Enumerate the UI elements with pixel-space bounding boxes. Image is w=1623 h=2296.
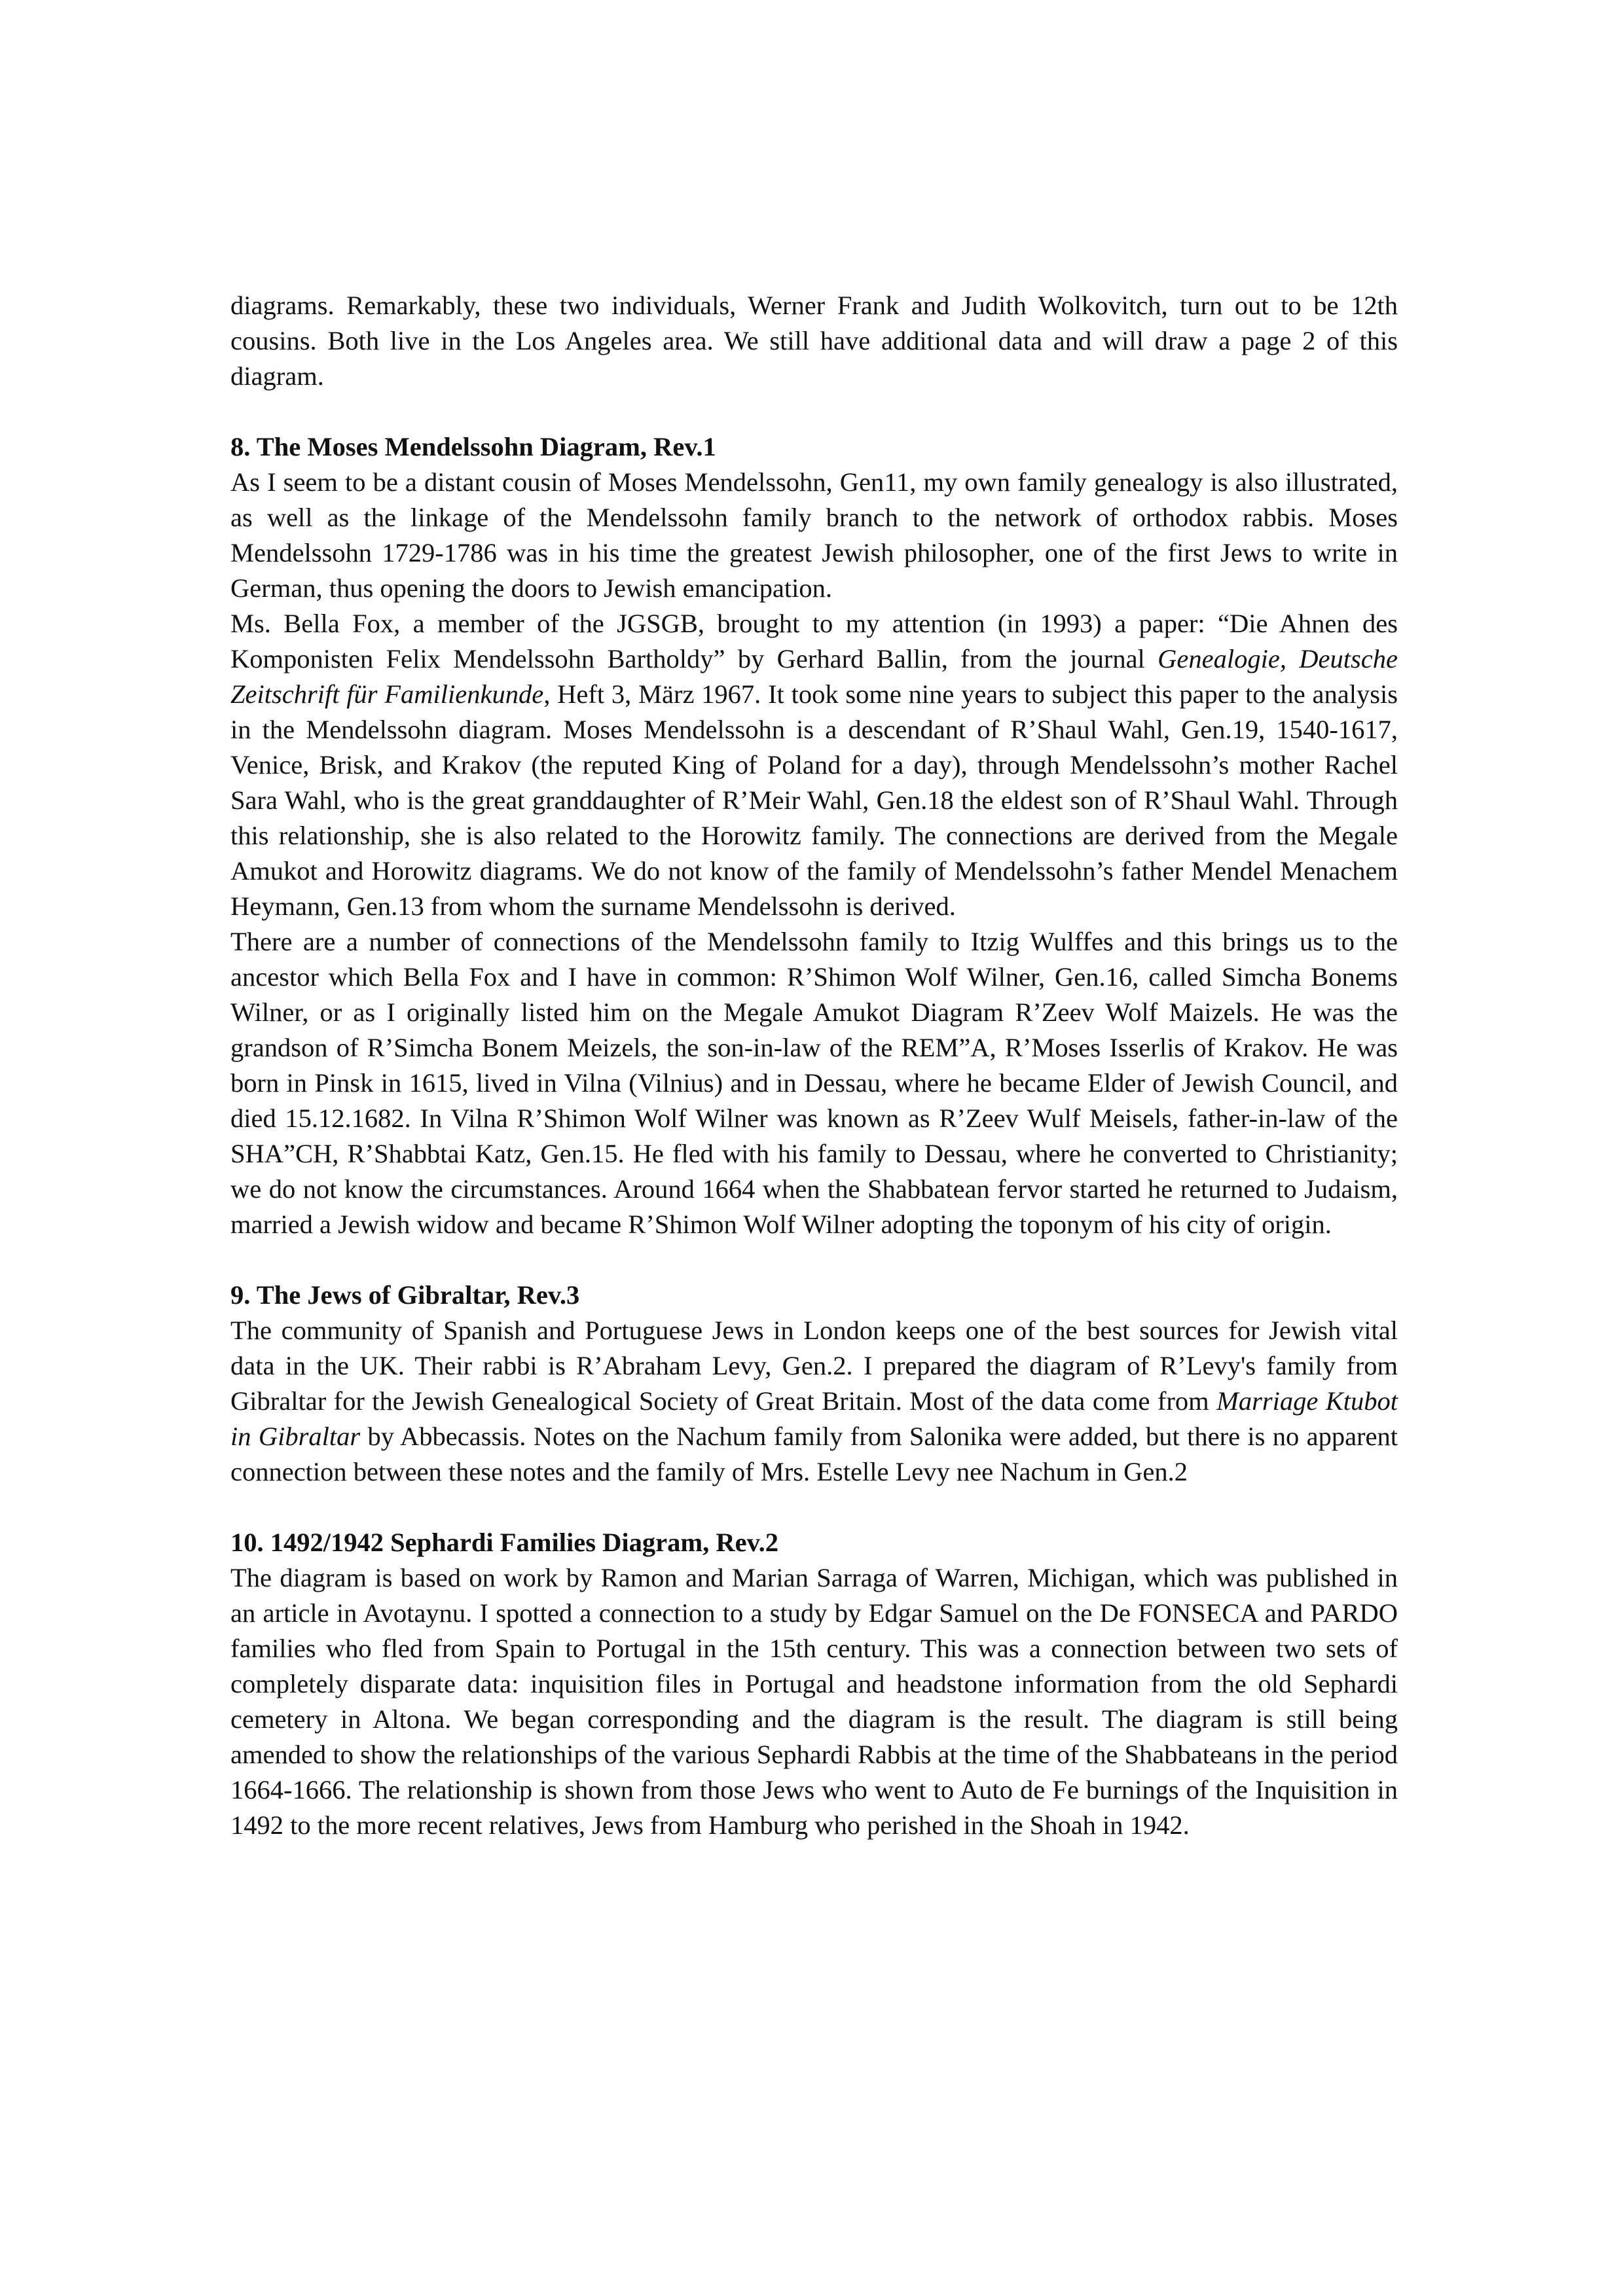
paragraph-text: by Abbecassis. Notes on the Nachum family from Salonika were added, but there is no apparent connection between these notes and the family of Mrs. Estelle Levy nee Nachum in Gen.2	[230, 1422, 1398, 1486]
section-10-paragraph-1: The diagram is based on work by Ramon and Marian Sarraga of Warren, Michigan, which was published in an article in Avotaynu. I spotted a connection to a study by Edgar Samuel on the De FONSECA and PARDO families who fled from Spain to Portugal in the 15th century. This was a connection between two sets of completely disparate data: inquisition files in Portugal and headstone information from the old Sephardi cemetery in Altona. We began corresponding and the diagram is the result. The diagram is still being amended to show the relationships of the various Sephardi Rabbis at the time of the Shabbateans in the period 1664-1666. The relationship is shown from those Jews who went to Auto de Fe burnings of the Inquisition in 1492 to the more recent relatives, Jews from Hamburg who perished in the Shoah in 1942.	[230, 1563, 1398, 1840]
paragraph-text: , Heft 3, März 1967. It took some nine years to subject this paper to the analysis in the Mendelssohn diagram. Moses Mendelssohn is a descendant of R’Shaul Wahl, Gen.19, 1540-1617, Venice, Brisk, and Krakov (the reputed King of Poland for a day), through Mendelssohn’s mother Rachel Sara Wahl, who is the great granddaughter of R’Meir Wahl, Gen.18 the eldest son of R’Shaul Wahl. Through this relationship, she is also related to the Horowitz family. The connections are derived from the Megale Amukot and Horowitz diagrams. We do not know of the family of Mendelssohn’s father Mendel Menachem Heymann, Gen.13 from whom the surname Mendelssohn is derived.	[230, 679, 1398, 921]
section-8-paragraph-3: There are a number of connections of the Mendelssohn family to Itzig Wulffes and this brings us to the ancestor which Bella Fox and I have in common: R’Shimon Wolf Wilner, Gen.16, called Simcha Bonems Wilner, or as I originally listed him on the Megale Amukot Diagram R’Zeev Wolf Maizels. He was the grandson of R’Simcha Bonem Meizels, the son-in-law of the REM”A, R’Moses Isserlis of Krakov. He was born in Pinsk in 1615, lived in Vilna (Vilnius) and in Dessau, where he became Elder of Jewish Council, and died 15.12.1682. In Vilna R’Shimon Wolf Wilner was known as R’Zeev Wulf Meisels, father-in-law of the SHA”CH, R’Shabbtai Katz, Gen.15. He fled with his family to Dessau, where he converted to Christianity; we do not know the circumstances. Around 1664 when the Shabbatean fervor started he returned to Judaism, married a Jewish widow and became R’Shimon Wolf Wilner adopting the toponym of his city of origin.	[230, 927, 1398, 1239]
paragraph-text: Ms. Bella Fox, a member of the JGSGB, brought to my attention (in 1993) a paper: “Die Ahnen des Komponisten Felix Mendelssohn Bartholdy” by Gerhard Ballin, from the journal	[230, 609, 1398, 673]
section-8-paragraph-1: As I seem to be a distant cousin of Moses Mendelssohn, Gen11, my own family genealogy is also illustrated, as well as the linkage of the Mendelssohn family branch to the network of orthodox rabbis. Moses Mendelssohn 1729-1786 was in his time the greatest Jewish philosopher, one of the first Jews to write in German, thus opening the doors to Jewish emancipation.	[230, 467, 1398, 603]
section-10-heading: 10. 1492/1942 Sephardi Families Diagram, Rev.2	[230, 1528, 778, 1557]
section-9-paragraph-1	[230, 1313, 1398, 1490]
journal-title: Genealogie, Deutsche Zeitschrift für Familienkunde	[230, 644, 1398, 709]
document-page	[230, 288, 1398, 1843]
section-8-heading: 8. The Moses Mendelssohn Diagram, Rev.1	[230, 432, 716, 461]
spacer	[230, 1242, 1398, 1278]
section-8-paragraph-2	[230, 606, 1398, 924]
intro-paragraph: diagrams. Remarkably, these two individuals, Werner Frank and Judith Wolkovitch, turn out to be 12th cousins. Both live in the Los Angeles area. We still have additional data and will draw a page 2 of this diagram.	[230, 291, 1398, 391]
paragraph-text: The community of Spanish and Portuguese Jews in London keeps one of the best sources for Jewish vital data in the UK. Their rabbi is R’Abraham Levy, Gen.2. I prepared the diagram of R’Levy's family from Gibraltar for the Jewish Genealogical Society of Great Britain. Most of the data come from	[230, 1316, 1398, 1416]
spacer	[230, 1490, 1398, 1525]
book-title: Marriage Ktubot in Gibraltar	[230, 1386, 1398, 1451]
spacer	[230, 394, 1398, 429]
section-9-heading: 9. The Jews of Gibraltar, Rev.3	[230, 1280, 580, 1310]
